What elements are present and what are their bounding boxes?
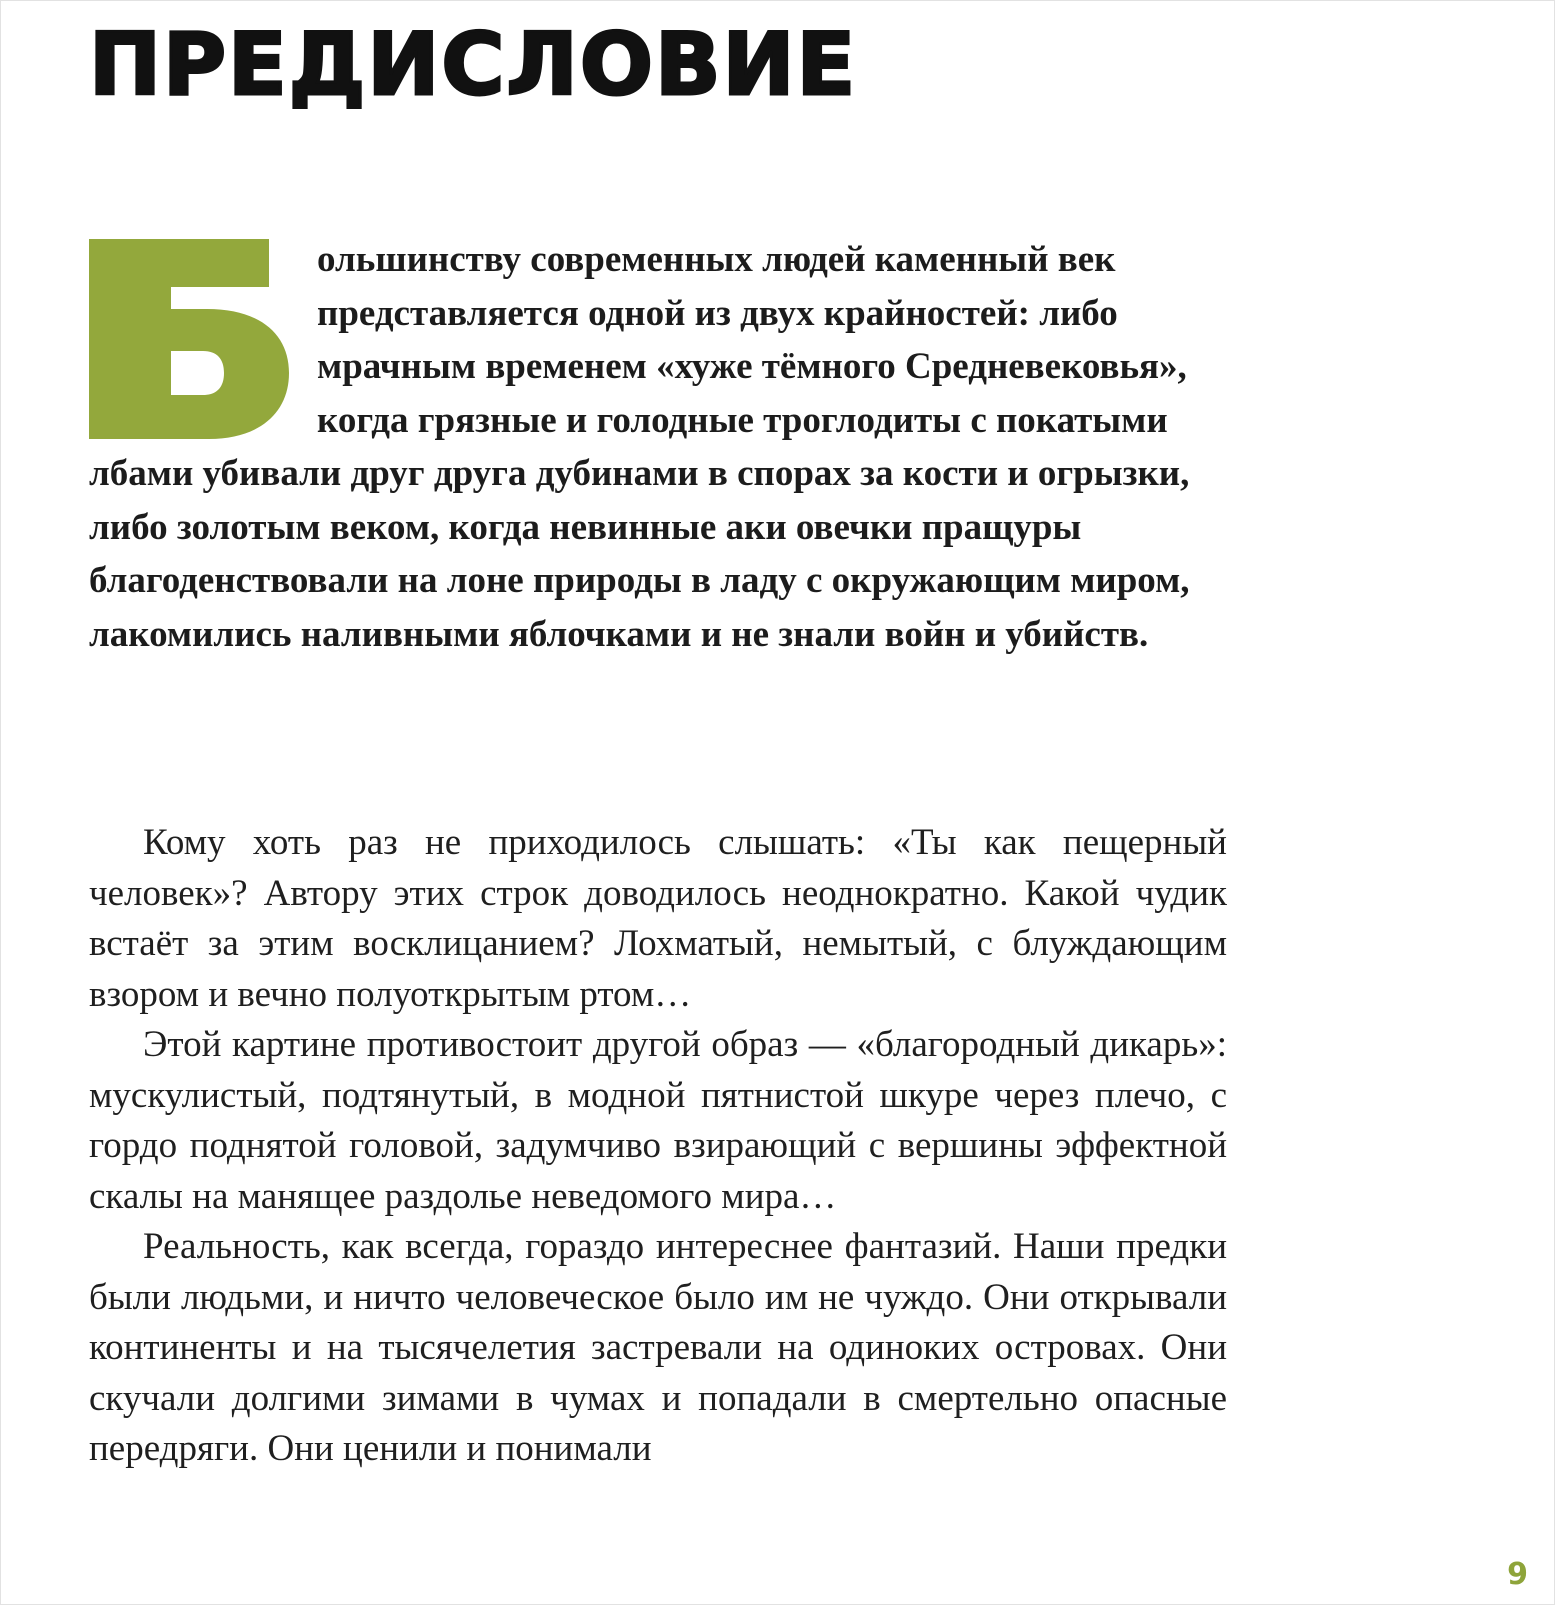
paragraph: Этой картине противостоит другой образ — «благородный дикарь»: мускулистый, подтянутый, в модной пятнистой шкуре через плечо, с гордо поднятой головой, задумчиво взирающий с вершины эффектной скалы на манящее раздолье неведомого мира… [89,1024,1227,1217]
drop-cap-glyph [89,239,289,439]
body-text [89,818,1227,1475]
page-title: ПРЕДИСЛОВИЕ [89,15,858,115]
drop-cap [89,239,299,439]
paragraph: Кому хоть раз не приходилось слышать: «Ты как пещерный человек»? Автору этих строк доводилось неоднократно. Какой чудик встаёт за этим восклицанием? Лохматый, немытый, с блуждающим взором и вечно полуоткрытым ртом… [89,822,1227,1015]
lead-paragraph-text: ольшинству современных людей каменный век представляется одной из двух крайностей: либо мрачным временем «хуже тёмного Средневековья», когда грязные и голодные троглодиты с покатыми лбами убивали друг друга дубинами в спорах за кости и огрызки, либо золотым веком, когда невинные аки овечки пращуры благоденствовали на лоне природы в ладу с окружающим миром, лакомились наливными яблочками и не знали войн и убийств. [89,239,1190,655]
lead-paragraph [89,233,1229,661]
page-number: 9 [1507,1557,1528,1592]
drop-cap-letter [89,239,90,240]
paragraph: Реальность, как всегда, гораздо интереснее фантазий. Наши предки были людьми, и ничто человеческое было им не чуждо. Они открывали континенты и на тысячелетия застревали на одиноких островах. Они скучали долгими зимами в чумах и попадали в смертельно опасные передряги. Они ценили и понимали [89,1226,1227,1469]
